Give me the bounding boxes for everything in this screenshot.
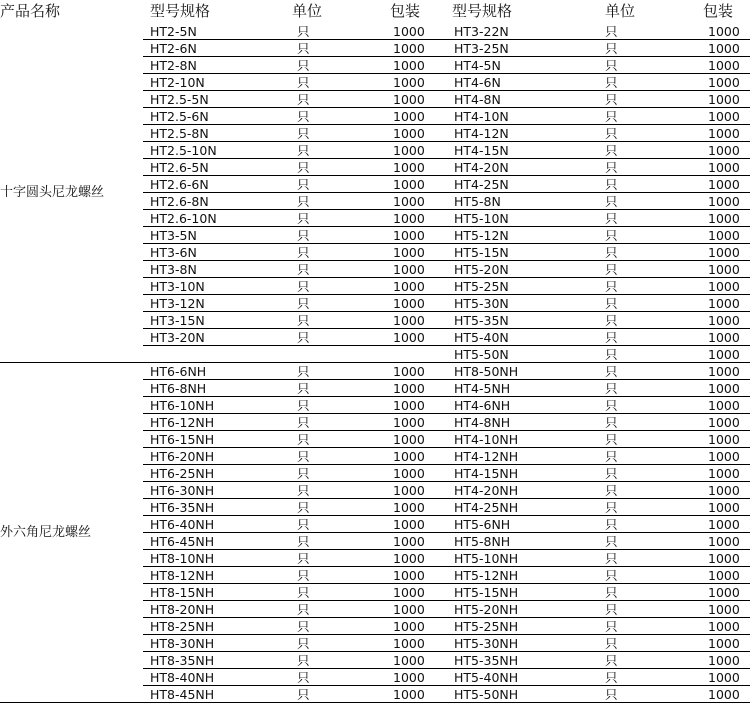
unit-cell: 只 — [605, 245, 618, 260]
unit-cell: 只 — [297, 483, 310, 498]
table-row — [143, 635, 750, 652]
unit-cell: 只 — [297, 636, 310, 651]
table-row — [143, 465, 750, 482]
pack-cell: 1000 — [708, 551, 740, 566]
pack-cell: 1000 — [393, 75, 425, 90]
table-row — [143, 550, 750, 567]
table-row — [143, 601, 750, 618]
pack-cell: 1000 — [393, 432, 425, 447]
header-unit-2: 单位 — [605, 2, 636, 20]
model-cell: HT6-15NH — [150, 432, 215, 447]
model-cell: HT5-10N — [454, 211, 509, 226]
pack-cell: 1000 — [708, 126, 740, 141]
unit-cell: 只 — [605, 364, 618, 379]
pack-cell: 1000 — [393, 398, 425, 413]
model-cell: HT8-50NH — [454, 364, 519, 379]
table-row — [143, 142, 750, 159]
unit-cell: 只 — [297, 381, 310, 396]
pack-cell: 1000 — [393, 160, 425, 175]
pack-cell: 1000 — [393, 177, 425, 192]
table-row — [143, 125, 750, 142]
pack-cell: 1000 — [708, 262, 740, 277]
unit-cell: 只 — [297, 670, 310, 685]
unit-cell: 只 — [297, 364, 310, 379]
pack-cell: 1000 — [708, 653, 740, 668]
model-cell: HT3-5N — [150, 228, 197, 243]
table-row — [143, 329, 750, 346]
pack-cell: 1000 — [708, 330, 740, 345]
pack-cell: 1000 — [393, 585, 425, 600]
pack-cell: 1000 — [708, 466, 740, 481]
model-cell: HT8-25NH — [150, 619, 215, 634]
pack-cell: 1000 — [708, 228, 740, 243]
model-cell: HT4-25NH — [454, 500, 519, 515]
pack-cell: 1000 — [393, 330, 425, 345]
model-cell: HT6-25NH — [150, 466, 215, 481]
pack-cell: 1000 — [708, 432, 740, 447]
unit-cell: 只 — [297, 585, 310, 600]
pack-cell: 1000 — [708, 347, 740, 362]
model-cell: HT2-5N — [150, 24, 197, 39]
model-cell: HT4-8NH — [454, 415, 511, 430]
model-cell: HT6-6NH — [150, 364, 207, 379]
header-model-2: 型号规格 — [452, 2, 513, 20]
model-cell: HT5-35NH — [454, 653, 519, 668]
pack-cell: 1000 — [708, 58, 740, 73]
model-cell: HT8-15NH — [150, 585, 215, 600]
pack-cell: 1000 — [708, 449, 740, 464]
table-row — [143, 567, 750, 584]
table-row — [143, 448, 750, 465]
model-cell: HT4-15NH — [454, 466, 519, 481]
unit-cell: 只 — [297, 92, 310, 107]
pack-cell: 1000 — [393, 602, 425, 617]
model-cell: HT4-25N — [454, 177, 509, 192]
unit-cell: 只 — [605, 330, 618, 345]
unit-cell: 只 — [297, 41, 310, 56]
model-cell: HT5-50NH — [454, 687, 519, 702]
pack-cell: 1000 — [708, 585, 740, 600]
model-cell: HT2-6N — [150, 41, 197, 56]
model-cell: HT5-8N — [454, 194, 501, 209]
model-cell: HT4-12NH — [454, 449, 519, 464]
table-row — [143, 499, 750, 516]
unit-cell: 只 — [605, 619, 618, 634]
unit-cell: 只 — [605, 415, 618, 430]
unit-cell: 只 — [605, 194, 618, 209]
unit-cell: 只 — [605, 160, 618, 175]
unit-cell: 只 — [297, 194, 310, 209]
table-row — [143, 108, 750, 125]
model-cell: HT5-40N — [454, 330, 509, 345]
pack-cell: 1000 — [708, 160, 740, 175]
pack-cell: 1000 — [393, 109, 425, 124]
unit-cell: 只 — [605, 347, 618, 362]
table-row — [143, 227, 750, 244]
unit-cell: 只 — [605, 568, 618, 583]
table-row — [143, 482, 750, 499]
unit-cell: 只 — [605, 262, 618, 277]
pack-cell: 1000 — [393, 262, 425, 277]
model-cell: HT5-12NH — [454, 568, 519, 583]
unit-cell: 只 — [297, 653, 310, 668]
pack-cell: 1000 — [393, 483, 425, 498]
pack-cell: 1000 — [393, 534, 425, 549]
pack-cell: 1000 — [393, 41, 425, 56]
unit-cell: 只 — [297, 160, 310, 175]
model-cell: HT3-15N — [150, 313, 205, 328]
model-cell: HT6-35NH — [150, 500, 215, 515]
header-pack-2: 包装 — [703, 2, 734, 20]
table-row — [143, 244, 750, 261]
pack-cell: 1000 — [393, 58, 425, 73]
unit-cell: 只 — [297, 398, 310, 413]
category-divider — [0, 702, 750, 703]
model-cell: HT4-10NH — [454, 432, 519, 447]
model-cell: HT5-25N — [454, 279, 509, 294]
unit-cell: 只 — [297, 517, 310, 532]
model-cell: HT3-6N — [150, 245, 197, 260]
pack-cell: 1000 — [708, 313, 740, 328]
unit-cell: 只 — [605, 534, 618, 549]
unit-cell: 只 — [297, 211, 310, 226]
unit-cell: 只 — [297, 330, 310, 345]
pack-cell: 1000 — [708, 687, 740, 702]
pack-cell: 1000 — [393, 466, 425, 481]
unit-cell: 只 — [605, 228, 618, 243]
unit-cell: 只 — [605, 398, 618, 413]
unit-cell: 只 — [297, 296, 310, 311]
model-cell: HT6-10NH — [150, 398, 215, 413]
table-row — [143, 431, 750, 448]
pack-cell: 1000 — [393, 568, 425, 583]
pack-cell: 1000 — [393, 551, 425, 566]
table-row — [143, 74, 750, 91]
table-row — [143, 686, 750, 703]
pack-cell: 1000 — [708, 619, 740, 634]
table-row — [143, 176, 750, 193]
table-row — [143, 397, 750, 414]
unit-cell: 只 — [605, 381, 618, 396]
model-cell: HT2.5-8N — [150, 126, 209, 141]
unit-cell: 只 — [297, 177, 310, 192]
pack-cell: 1000 — [708, 92, 740, 107]
model-cell: HT3-22N — [454, 24, 509, 39]
unit-cell: 只 — [297, 75, 310, 90]
category-name: 外六角尼龙螺丝 — [0, 525, 92, 540]
pack-cell: 1000 — [393, 245, 425, 260]
unit-cell: 只 — [605, 432, 618, 447]
unit-cell: 只 — [297, 432, 310, 447]
table-row — [143, 533, 750, 550]
pack-cell: 1000 — [708, 143, 740, 158]
unit-cell: 只 — [297, 551, 310, 566]
model-cell: HT3-10N — [150, 279, 205, 294]
model-cell: HT4-15N — [454, 143, 509, 158]
pack-cell: 1000 — [708, 211, 740, 226]
table-row — [143, 159, 750, 176]
table-row — [143, 278, 750, 295]
unit-cell: 只 — [605, 670, 618, 685]
table-row — [143, 618, 750, 635]
pack-cell: 1000 — [393, 211, 425, 226]
table-row — [143, 652, 750, 669]
unit-cell: 只 — [297, 24, 310, 39]
model-cell: HT2.6-6N — [150, 177, 209, 192]
category-name: 十字圆头尼龙螺丝 — [0, 185, 105, 200]
header-unit-1: 单位 — [292, 2, 323, 20]
unit-cell: 只 — [605, 92, 618, 107]
unit-cell: 只 — [297, 415, 310, 430]
header-pack-1: 包装 — [390, 2, 421, 20]
model-cell: HT6-20NH — [150, 449, 215, 464]
unit-cell: 只 — [605, 687, 618, 702]
pack-cell: 1000 — [708, 398, 740, 413]
table-row — [143, 363, 750, 380]
model-cell: HT8-10NH — [150, 551, 215, 566]
unit-cell: 只 — [605, 177, 618, 192]
pack-cell: 1000 — [393, 636, 425, 651]
model-cell: HT2-8N — [150, 58, 197, 73]
model-cell: HT4-6NH — [454, 398, 511, 413]
model-cell: HT6-30NH — [150, 483, 215, 498]
model-cell: HT8-12NH — [150, 568, 215, 583]
pack-cell: 1000 — [708, 41, 740, 56]
table-row — [143, 584, 750, 601]
model-cell: HT2.6-10N — [150, 211, 217, 226]
unit-cell: 只 — [605, 517, 618, 532]
unit-cell: 只 — [605, 211, 618, 226]
unit-cell: 只 — [297, 58, 310, 73]
pack-cell: 1000 — [393, 653, 425, 668]
model-cell: HT4-5NH — [454, 381, 511, 396]
model-cell: HT2.6-8N — [150, 194, 209, 209]
unit-cell: 只 — [605, 653, 618, 668]
pack-cell: 1000 — [393, 296, 425, 311]
pack-cell: 1000 — [708, 602, 740, 617]
unit-cell: 只 — [297, 109, 310, 124]
pack-cell: 1000 — [393, 279, 425, 294]
model-cell: HT6-40NH — [150, 517, 215, 532]
pack-cell: 1000 — [393, 24, 425, 39]
model-cell: HT5-8NH — [454, 534, 511, 549]
model-cell: HT5-20N — [454, 262, 509, 277]
model-cell: HT5-25NH — [454, 619, 519, 634]
pack-cell: 1000 — [708, 670, 740, 685]
pack-cell: 1000 — [393, 126, 425, 141]
unit-cell: 只 — [605, 602, 618, 617]
unit-cell: 只 — [605, 585, 618, 600]
model-cell: HT4-10N — [454, 109, 509, 124]
table-row — [143, 91, 750, 108]
unit-cell: 只 — [605, 296, 618, 311]
pack-cell: 1000 — [393, 517, 425, 532]
model-cell: HT8-30NH — [150, 636, 215, 651]
unit-cell: 只 — [605, 58, 618, 73]
pack-cell: 1000 — [393, 415, 425, 430]
model-cell: HT4-5N — [454, 58, 501, 73]
model-cell: HT8-45NH — [150, 687, 215, 702]
model-cell: HT8-20NH — [150, 602, 215, 617]
model-cell: HT5-30N — [454, 296, 509, 311]
unit-cell: 只 — [297, 245, 310, 260]
unit-cell: 只 — [605, 636, 618, 651]
pack-cell: 1000 — [708, 75, 740, 90]
unit-cell: 只 — [605, 449, 618, 464]
pack-cell: 1000 — [708, 296, 740, 311]
model-cell: HT8-35NH — [150, 653, 215, 668]
unit-cell: 只 — [297, 568, 310, 583]
pack-cell: 1000 — [393, 670, 425, 685]
unit-cell: 只 — [605, 75, 618, 90]
pack-cell: 1000 — [708, 381, 740, 396]
unit-cell: 只 — [297, 449, 310, 464]
pack-cell: 1000 — [708, 177, 740, 192]
unit-cell: 只 — [605, 500, 618, 515]
pack-cell: 1000 — [708, 24, 740, 39]
table-row — [143, 210, 750, 227]
unit-cell: 只 — [297, 279, 310, 294]
unit-cell: 只 — [605, 143, 618, 158]
model-cell: HT5-20NH — [454, 602, 519, 617]
unit-cell: 只 — [605, 483, 618, 498]
table-row — [143, 346, 750, 363]
model-cell: HT6-12NH — [150, 415, 215, 430]
model-cell: HT5-15NH — [454, 585, 519, 600]
unit-cell: 只 — [297, 262, 310, 277]
pack-cell: 1000 — [393, 500, 425, 515]
model-cell: HT5-30NH — [454, 636, 519, 651]
table-row — [143, 23, 750, 40]
unit-cell: 只 — [605, 466, 618, 481]
unit-cell: 只 — [297, 602, 310, 617]
model-cell: HT3-25N — [454, 41, 509, 56]
pack-cell: 1000 — [708, 483, 740, 498]
unit-cell: 只 — [297, 619, 310, 634]
pack-cell: 1000 — [708, 245, 740, 260]
pack-cell: 1000 — [708, 279, 740, 294]
pack-cell: 1000 — [393, 194, 425, 209]
model-cell: HT4-20NH — [454, 483, 519, 498]
table-row — [143, 312, 750, 329]
pack-cell — [393, 346, 423, 363]
unit-cell: 只 — [297, 687, 310, 702]
pack-cell: 1000 — [708, 534, 740, 549]
pack-cell: 1000 — [708, 364, 740, 379]
unit-cell: 只 — [297, 313, 310, 328]
model-cell: HT2.5-5N — [150, 92, 209, 107]
unit-cell: 只 — [605, 126, 618, 141]
model-cell: HT5-50N — [454, 347, 509, 362]
pack-cell: 1000 — [393, 381, 425, 396]
pack-cell: 1000 — [708, 500, 740, 515]
model-cell: HT3-8N — [150, 262, 197, 277]
model-cell: HT2.5-10N — [150, 143, 217, 158]
unit-cell: 只 — [605, 24, 618, 39]
model-cell: HT6-45NH — [150, 534, 215, 549]
table-row — [143, 57, 750, 74]
unit-cell: 只 — [297, 466, 310, 481]
model-cell: HT4-12N — [454, 126, 509, 141]
pack-cell: 1000 — [708, 415, 740, 430]
header-model-1: 型号规格 — [150, 2, 211, 20]
model-cell: HT8-40NH — [150, 670, 215, 685]
pack-cell: 1000 — [708, 517, 740, 532]
table-row — [143, 40, 750, 57]
unit-cell: 只 — [605, 279, 618, 294]
pack-cell: 1000 — [393, 228, 425, 243]
model-cell: HT2-10N — [150, 75, 205, 90]
model-cell: HT5-10NH — [454, 551, 519, 566]
pack-cell: 1000 — [708, 194, 740, 209]
pack-cell: 1000 — [393, 92, 425, 107]
pack-cell: 1000 — [393, 449, 425, 464]
model-cell: HT5-40NH — [454, 670, 519, 685]
unit-cell: 只 — [605, 109, 618, 124]
pack-cell: 1000 — [708, 109, 740, 124]
table-row — [143, 516, 750, 533]
model-cell: HT5-12N — [454, 228, 509, 243]
model-cell: HT4-6N — [454, 75, 501, 90]
table-row — [143, 380, 750, 397]
model-cell: HT2.6-5N — [150, 160, 209, 175]
table-row — [143, 669, 750, 686]
pack-cell: 1000 — [393, 687, 425, 702]
unit-cell: 只 — [297, 534, 310, 549]
unit-cell: 只 — [605, 313, 618, 328]
model-cell: HT4-20N — [454, 160, 509, 175]
model-cell: HT3-20N — [150, 330, 205, 345]
unit-cell: 只 — [297, 126, 310, 141]
header-product-name: 产品名称 — [0, 2, 61, 20]
pack-cell: 1000 — [393, 619, 425, 634]
unit-cell: 只 — [297, 500, 310, 515]
pack-cell: 1000 — [708, 568, 740, 583]
model-cell: HT5-15N — [454, 245, 509, 260]
model-cell: HT5-35N — [454, 313, 509, 328]
pack-cell: 1000 — [708, 636, 740, 651]
table-row — [143, 295, 750, 312]
table-row — [143, 414, 750, 431]
unit-cell: 只 — [605, 41, 618, 56]
pack-cell: 1000 — [393, 364, 425, 379]
model-cell: HT2.5-6N — [150, 109, 209, 124]
unit-cell: 只 — [297, 143, 310, 158]
model-cell: HT3-12N — [150, 296, 205, 311]
table-row — [143, 193, 750, 210]
pack-cell: 1000 — [393, 313, 425, 328]
table-row — [143, 261, 750, 278]
unit-cell: 只 — [297, 228, 310, 243]
model-cell: HT6-8NH — [150, 381, 207, 396]
pack-cell: 1000 — [393, 143, 425, 158]
model-cell: HT4-8N — [454, 92, 501, 107]
unit-cell: 只 — [605, 551, 618, 566]
model-cell: HT5-6NH — [454, 517, 511, 532]
